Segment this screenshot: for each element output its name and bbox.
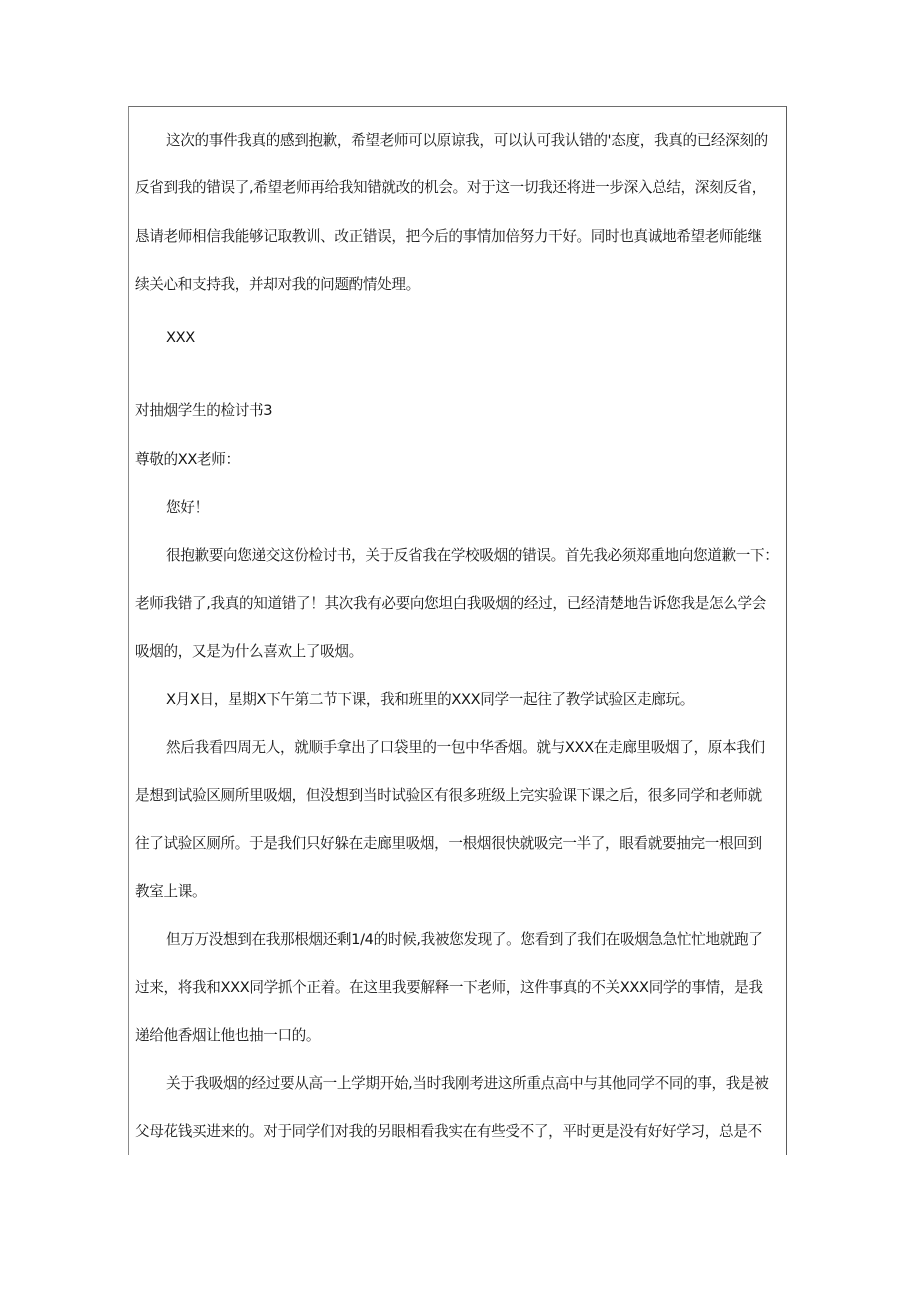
paragraph-line: 教室上课。 (135, 883, 207, 900)
section-title: 对抽烟学生的检讨书3 (135, 402, 273, 419)
greeting: 您好！ (166, 499, 209, 516)
paragraph-line: 关于我吸烟的经过要从高一上学期开始,当时我刚考进这所重点高中与其他同学不同的事，我是被 (166, 1075, 769, 1092)
paragraph-line: 往了试验区厕所。于是我们只好躲在走廊里吸烟，一根烟很快就吸完一半了，眼看就要抽完一根回到 (135, 835, 762, 852)
paragraph-line: 然后我看四周无人，就顺手拿出了口袋里的一包中华香烟。就与XXX在走廊里吸烟了，原本我们 (166, 739, 765, 756)
paragraph-line: 但万万没想到在我那根烟还剩1/4的时候,我被您发现了。您看到了我们在吸烟急急忙忙地就跑了 (166, 931, 763, 948)
paragraph-line: 是想到试验区厕所里吸烟，但没想到当时试验区有很多班级上完实验课下课之后，很多同学和老师就 (135, 787, 762, 804)
paragraph-line: 吸烟的，又是为什么喜欢上了吸烟。 (135, 643, 363, 660)
paragraph-line: 反省到我的错误了,希望老师再给我知错就改的机会。对于这一切我还将进一步深入总结，深刻反省， (135, 179, 767, 196)
paragraph-line: 父母花钱买进来的。对于同学们对我的另眼相看我实在有些受不了，平时更是没有好好学习，总是不 (135, 1123, 762, 1140)
paragraph-line: 恳请老师相信我能够记取教训、改正错误，把今后的事情加倍努力干好。同时也真诚地希望老师能继 (135, 228, 762, 245)
paragraph-line: 很抱歉要向您递交这份检讨书，关于反省我在学校吸烟的错误。首先我必须郑重地向您道歉一下： (166, 547, 779, 564)
signature: XXX (166, 329, 195, 346)
paragraph-line: 这次的事件我真的感到抱歉，希望老师可以原谅我，可以认可我认错的'态度，我真的已经深刻的 (166, 132, 768, 149)
paragraph-line: 老师我错了,我真的知道错了！其次我有必要向您坦白我吸烟的经过，已经清楚地告诉您我是怎么学会 (135, 595, 767, 612)
paragraph-line: X月X日，星期X下午第二节下课，我和班里的XXX同学一起往了教学试验区走廊玩。 (166, 691, 694, 708)
paragraph-line: 续关心和支持我，并却对我的问题酌情处理。 (135, 276, 420, 293)
salutation: 尊敬的XX老师： (135, 451, 240, 468)
paragraph-line: 递给他香烟让他也抽一口的。 (135, 1027, 321, 1044)
paragraph-line: 过来，将我和XXX同学抓个正着。在这里我要解释一下老师，这件事真的不关XXX同学的事情，是我 (135, 979, 763, 996)
